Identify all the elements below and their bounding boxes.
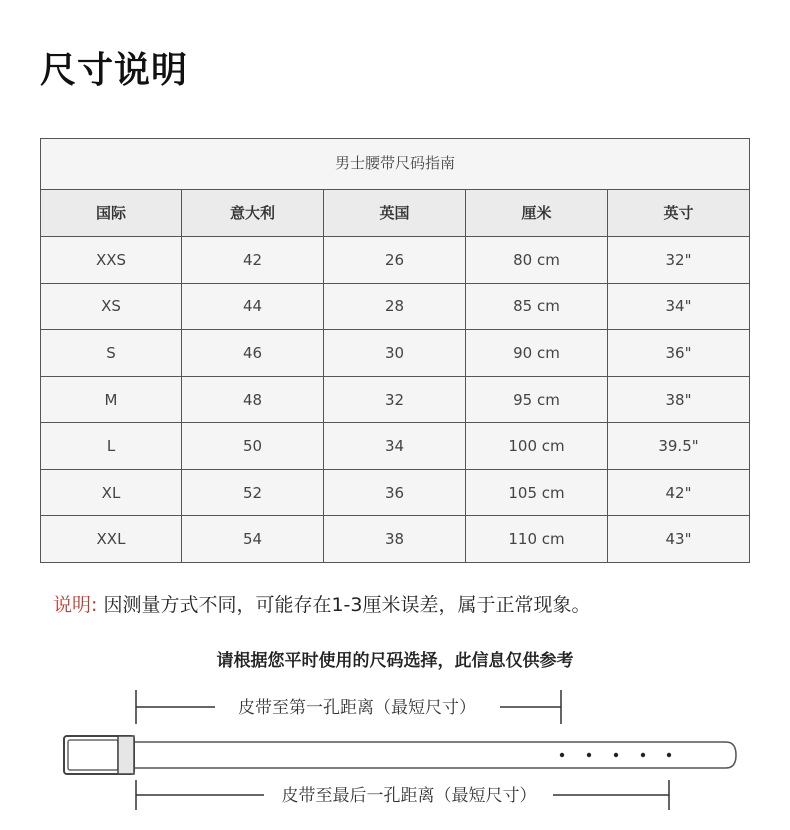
cell-uk: 38 xyxy=(324,516,466,563)
note-label: 说明: xyxy=(53,594,98,616)
belt-hole xyxy=(641,753,645,757)
top-dimension-label: 皮带至第一孔距离（最短尺寸） xyxy=(238,698,476,718)
cell-italy: 42 xyxy=(182,237,324,284)
bottom-dimension-label: 皮带至最后一孔距离（最短尺寸） xyxy=(281,786,537,806)
cell-uk: 26 xyxy=(324,237,466,284)
cell-international: XXL xyxy=(41,516,182,563)
cell-international: L xyxy=(41,423,182,470)
table-row xyxy=(41,469,750,516)
cell-inch: 34" xyxy=(608,283,750,330)
belt-size-table xyxy=(40,138,750,563)
cell-italy: 44 xyxy=(182,283,324,330)
header-inch: 英寸 xyxy=(608,189,750,237)
cell-international: XXS xyxy=(41,237,182,284)
table-row xyxy=(41,330,750,377)
cell-cm: 80 cm xyxy=(466,237,608,284)
cell-cm: 85 cm xyxy=(466,283,608,330)
cell-cm: 110 cm xyxy=(466,516,608,563)
header-cm: 厘米 xyxy=(466,189,608,237)
page-title: 尺寸说明 xyxy=(40,50,189,91)
cell-uk: 34 xyxy=(324,423,466,470)
cell-inch: 32" xyxy=(608,237,750,284)
belt-hole xyxy=(587,753,591,757)
cell-inch: 43" xyxy=(608,516,750,563)
cell-uk: 30 xyxy=(324,330,466,377)
cell-cm: 90 cm xyxy=(466,330,608,377)
cell-uk: 36 xyxy=(324,469,466,516)
belt-hole xyxy=(614,753,618,757)
table-row xyxy=(41,237,750,284)
cell-inch: 38" xyxy=(608,376,750,423)
cell-uk: 32 xyxy=(324,376,466,423)
cell-international: XS xyxy=(41,283,182,330)
table-title: 男士腰带尺码指南 xyxy=(41,139,750,190)
belt-hole xyxy=(560,753,564,757)
cell-italy: 50 xyxy=(182,423,324,470)
cell-inch: 42" xyxy=(608,469,750,516)
belt-diagram xyxy=(0,680,790,830)
cell-international: M xyxy=(41,376,182,423)
table-row xyxy=(41,376,750,423)
note-text: 因测量方式不同，可能存在1-3厘米误差，属于正常现象。 xyxy=(97,594,591,616)
cell-inch: 39.5" xyxy=(608,423,750,470)
instruction-text: 请根据您平时使用的尺码选择，此信息仅供参考 xyxy=(216,651,574,671)
cell-italy: 46 xyxy=(182,330,324,377)
cell-cm: 100 cm xyxy=(466,423,608,470)
cell-italy: 52 xyxy=(182,469,324,516)
header-italy: 意大利 xyxy=(182,189,324,237)
cell-italy: 48 xyxy=(182,376,324,423)
cell-uk: 28 xyxy=(324,283,466,330)
header-uk: 英国 xyxy=(324,189,466,237)
cell-international: XL xyxy=(41,469,182,516)
table-row xyxy=(41,423,750,470)
table-row xyxy=(41,283,750,330)
cell-italy: 54 xyxy=(182,516,324,563)
table-row xyxy=(41,516,750,563)
belt-hole xyxy=(667,753,671,757)
table-header-row xyxy=(41,189,750,237)
belt-buckle-icon xyxy=(64,736,134,774)
cell-inch: 36" xyxy=(608,330,750,377)
cell-cm: 105 cm xyxy=(466,469,608,516)
cell-cm: 95 cm xyxy=(466,376,608,423)
measurement-note xyxy=(53,591,590,619)
cell-international: S xyxy=(41,330,182,377)
header-international: 国际 xyxy=(41,189,182,237)
